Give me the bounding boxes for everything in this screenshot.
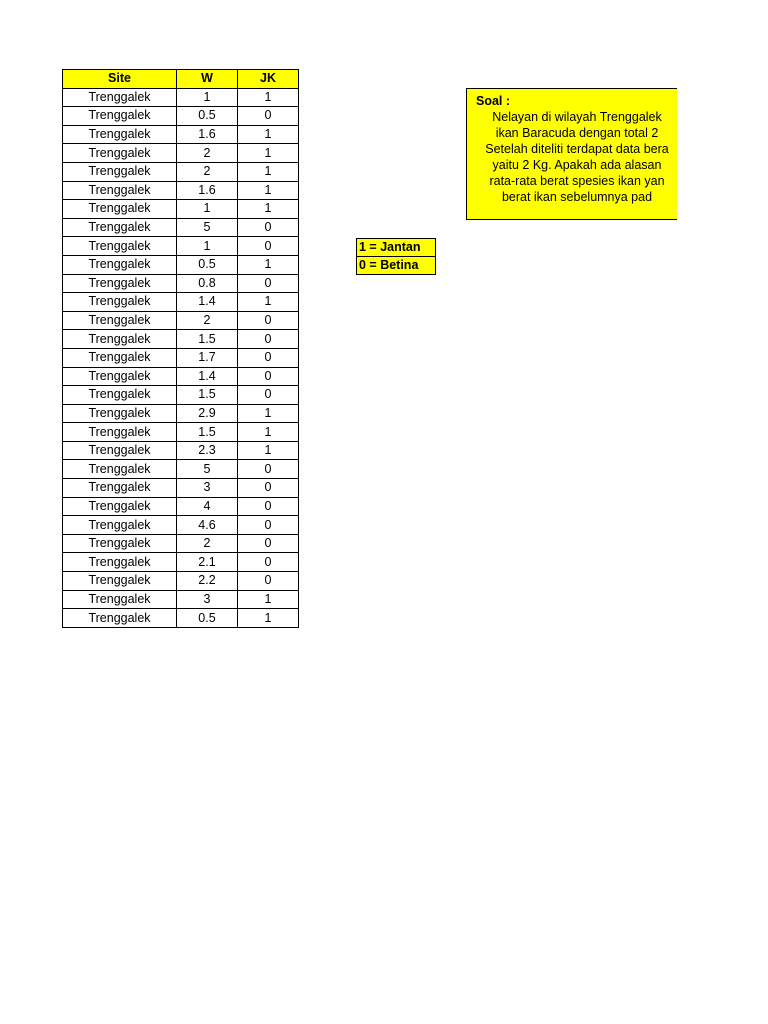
table-row: [63, 590, 299, 609]
cell-jk: 0: [238, 107, 299, 126]
question-line: Nelayan di wilayah Trenggalek: [492, 110, 662, 124]
cell-w: 2.3: [177, 441, 238, 460]
cell-jk: 1: [238, 125, 299, 144]
table-row: [63, 162, 299, 181]
cell-jk: 1: [238, 590, 299, 609]
table-row: [63, 423, 299, 442]
cell-site: Trenggalek: [63, 348, 177, 367]
cell-jk: 1: [238, 88, 299, 107]
cell-site: Trenggalek: [63, 497, 177, 516]
cell-site: Trenggalek: [63, 181, 177, 200]
question-line: rata-rata berat spesies ikan yan: [489, 174, 665, 188]
cell-site: Trenggalek: [63, 516, 177, 535]
question-line: berat ikan sebelumnya pad: [501, 190, 653, 204]
header-site: Site: [63, 70, 177, 89]
cell-w: 5: [177, 460, 238, 479]
cell-site: Trenggalek: [63, 88, 177, 107]
cell-w: 0.5: [177, 107, 238, 126]
question-line: yaitu 2 Kg. Apakah ada alasan: [492, 158, 662, 172]
question-line: ikan Baracuda dengan total 2: [495, 126, 659, 140]
cell-jk: 1: [238, 255, 299, 274]
table-row: [63, 404, 299, 423]
cell-site: Trenggalek: [63, 311, 177, 330]
cell-jk: 0: [238, 479, 299, 498]
cell-w: 2: [177, 162, 238, 181]
cell-w: 2: [177, 534, 238, 553]
cell-w: 1.5: [177, 423, 238, 442]
cell-jk: 1: [238, 181, 299, 200]
cell-w: 2.2: [177, 572, 238, 591]
header-jk: JK: [238, 70, 299, 89]
cell-w: 0.5: [177, 609, 238, 628]
table-row: [63, 144, 299, 163]
question-title: Soal :: [476, 94, 511, 108]
cell-site: Trenggalek: [63, 237, 177, 256]
header-row: [63, 70, 299, 89]
cell-site: Trenggalek: [63, 441, 177, 460]
table-row: [63, 572, 299, 591]
table-row: [63, 534, 299, 553]
cell-jk: 0: [238, 330, 299, 349]
cell-site: Trenggalek: [63, 125, 177, 144]
cell-jk: 0: [238, 367, 299, 386]
cell-w: 2.1: [177, 553, 238, 572]
cell-w: 1.5: [177, 386, 238, 405]
cell-w: 1.4: [177, 367, 238, 386]
cell-site: Trenggalek: [63, 330, 177, 349]
cell-jk: 0: [238, 218, 299, 237]
table-row: [63, 218, 299, 237]
cell-site: Trenggalek: [63, 534, 177, 553]
legend-betina: 0 = Betina: [357, 257, 436, 275]
table-body: [63, 88, 299, 627]
cell-jk: 0: [238, 348, 299, 367]
cell-w: 4: [177, 497, 238, 516]
cell-site: Trenggalek: [63, 255, 177, 274]
cell-w: 1: [177, 88, 238, 107]
cell-w: 1.5: [177, 330, 238, 349]
cell-site: Trenggalek: [63, 162, 177, 181]
cell-jk: 0: [238, 237, 299, 256]
cell-site: Trenggalek: [63, 572, 177, 591]
cell-jk: 1: [238, 293, 299, 312]
cell-w: 3: [177, 479, 238, 498]
data-table: [62, 69, 299, 628]
header-w: W: [177, 70, 238, 89]
cell-site: Trenggalek: [63, 144, 177, 163]
table-row: [63, 293, 299, 312]
question-box: [466, 88, 686, 220]
legend-table: [356, 238, 436, 275]
cell-w: 3: [177, 590, 238, 609]
cell-jk: 0: [238, 386, 299, 405]
cell-site: Trenggalek: [63, 590, 177, 609]
cell-w: 2.9: [177, 404, 238, 423]
cell-w: 1: [177, 200, 238, 219]
table-row: [63, 181, 299, 200]
cell-jk: 1: [238, 441, 299, 460]
cell-jk: 1: [238, 144, 299, 163]
cell-w: 2: [177, 311, 238, 330]
cell-site: Trenggalek: [63, 107, 177, 126]
cell-site: Trenggalek: [63, 293, 177, 312]
cell-site: Trenggalek: [63, 218, 177, 237]
cell-jk: 1: [238, 162, 299, 181]
cell-w: 1.6: [177, 181, 238, 200]
cell-jk: 1: [238, 200, 299, 219]
cell-w: 1.4: [177, 293, 238, 312]
table-row: [63, 553, 299, 572]
table-row: [63, 497, 299, 516]
cell-w: 1.7: [177, 348, 238, 367]
cell-w: 1.6: [177, 125, 238, 144]
table-row: [63, 367, 299, 386]
table-row: [63, 125, 299, 144]
cell-jk: 0: [238, 572, 299, 591]
cell-site: Trenggalek: [63, 367, 177, 386]
cell-jk: 0: [238, 516, 299, 535]
table-row: [63, 479, 299, 498]
cell-jk: 0: [238, 553, 299, 572]
table-row: [63, 348, 299, 367]
cell-jk: 0: [238, 497, 299, 516]
cell-jk: 0: [238, 311, 299, 330]
cell-jk: 0: [238, 274, 299, 293]
table-row: [63, 386, 299, 405]
cell-site: Trenggalek: [63, 609, 177, 628]
cell-w: 0.8: [177, 274, 238, 293]
table-row: [63, 200, 299, 219]
cell-jk: 0: [238, 460, 299, 479]
table-row: [63, 516, 299, 535]
cell-jk: 1: [238, 404, 299, 423]
question-line: Setelah diteliti terdapat data bera: [485, 142, 669, 156]
cell-site: Trenggalek: [63, 386, 177, 405]
cell-site: Trenggalek: [63, 479, 177, 498]
table-row: [63, 107, 299, 126]
cell-w: 0.5: [177, 255, 238, 274]
cell-site: Trenggalek: [63, 274, 177, 293]
legend-row: [357, 239, 436, 257]
cell-jk: 1: [238, 423, 299, 442]
table-header: [63, 70, 299, 89]
cell-w: 4.6: [177, 516, 238, 535]
cell-site: Trenggalek: [63, 460, 177, 479]
table-row: [63, 441, 299, 460]
table-row: [63, 237, 299, 256]
table-row: [63, 88, 299, 107]
table-row: [63, 609, 299, 628]
cell-jk: 0: [238, 534, 299, 553]
table-row: [63, 274, 299, 293]
cell-site: Trenggalek: [63, 553, 177, 572]
cell-jk: 1: [238, 609, 299, 628]
cell-site: Trenggalek: [63, 423, 177, 442]
cell-site: Trenggalek: [63, 404, 177, 423]
legend-row: [357, 257, 436, 275]
legend-jantan: 1 = Jantan: [357, 239, 436, 257]
table-row: [63, 330, 299, 349]
table-row: [63, 460, 299, 479]
cell-w: 2: [177, 144, 238, 163]
table-row: [63, 255, 299, 274]
cell-w: 5: [177, 218, 238, 237]
cell-site: Trenggalek: [63, 200, 177, 219]
page-edge: [677, 80, 768, 230]
table-row: [63, 311, 299, 330]
cell-w: 1: [177, 237, 238, 256]
